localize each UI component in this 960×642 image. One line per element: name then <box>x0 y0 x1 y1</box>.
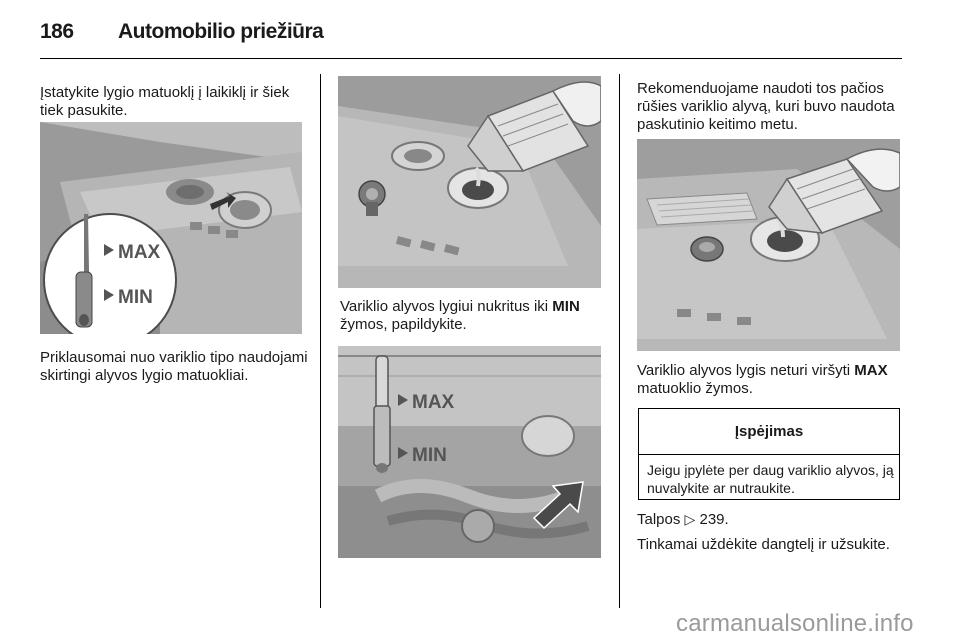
capacity-page-link[interactable]: 239. <box>699 511 729 528</box>
watermark-text: carmanualsonline.info <box>676 610 914 637</box>
capacity-label: Talpos <box>637 511 681 528</box>
dipstick-min-marker: MIN <box>412 445 447 466</box>
refill-text-start: Variklio alyvos lygiui nukritus iki <box>340 298 553 315</box>
max-level-warning-text <box>637 362 905 398</box>
dipstick-min-label: MIN <box>118 287 153 308</box>
oil-pouring-illustration <box>338 76 601 288</box>
header-divider <box>40 58 902 59</box>
page-title: Automobilio priežiūra <box>118 20 324 43</box>
oil-filling-illustration <box>637 139 900 351</box>
oil-recommendation-text: Rekomenduojame naudoti tos pačios rūšies variklio alyvą, kuri buvo naudota paskutinio keitimo metu. <box>637 80 895 133</box>
warning-title: Įspėjimas <box>639 409 899 455</box>
engine-dipstick-figure <box>40 122 302 334</box>
oil-cap-figure <box>637 139 900 351</box>
page-reference-icon: ▷ <box>684 511 696 527</box>
page-number: 186 <box>40 20 74 43</box>
dipstick-max-marker: MAX <box>412 392 455 413</box>
dipstick-max-label: MAX <box>118 242 161 263</box>
dipstick-marks-illustration <box>338 346 601 558</box>
dipstick-location-figure <box>338 346 601 558</box>
capacity-reference <box>637 510 905 529</box>
dipstick-insert-illustration <box>40 122 302 334</box>
refill-instruction <box>340 298 610 334</box>
refill-min-label: MIN <box>552 298 580 315</box>
max-label: MAX <box>854 362 888 379</box>
warning-box <box>638 408 900 500</box>
oil-fill-figure <box>338 76 601 288</box>
max-text-start: Variklio alyvos lygis neturi viršyti <box>637 362 855 379</box>
warning-text: Jeigu įpylėte per daug variklio alyvos, ją nuvalykite ar nutraukite. <box>647 462 894 496</box>
max-text-end: matuoklio žymos. <box>637 380 753 397</box>
cap-closing-instruction: Tinkamai uždėkite dangtelį ir užsukite. <box>637 536 890 553</box>
page-header <box>40 14 902 54</box>
column-divider-2 <box>619 74 620 608</box>
dipstick-types-note: Priklausomai nuo variklio tipo naudojami skirtingi alyvos lygio matuokliai. <box>40 349 308 384</box>
refill-text-end: žymos, papildykite. <box>340 316 467 333</box>
column-divider-1 <box>320 74 321 608</box>
dipstick-insert-text: Įstatykite lygio matuoklį į laikiklį ir šiek tiek pasukite. <box>40 84 290 119</box>
